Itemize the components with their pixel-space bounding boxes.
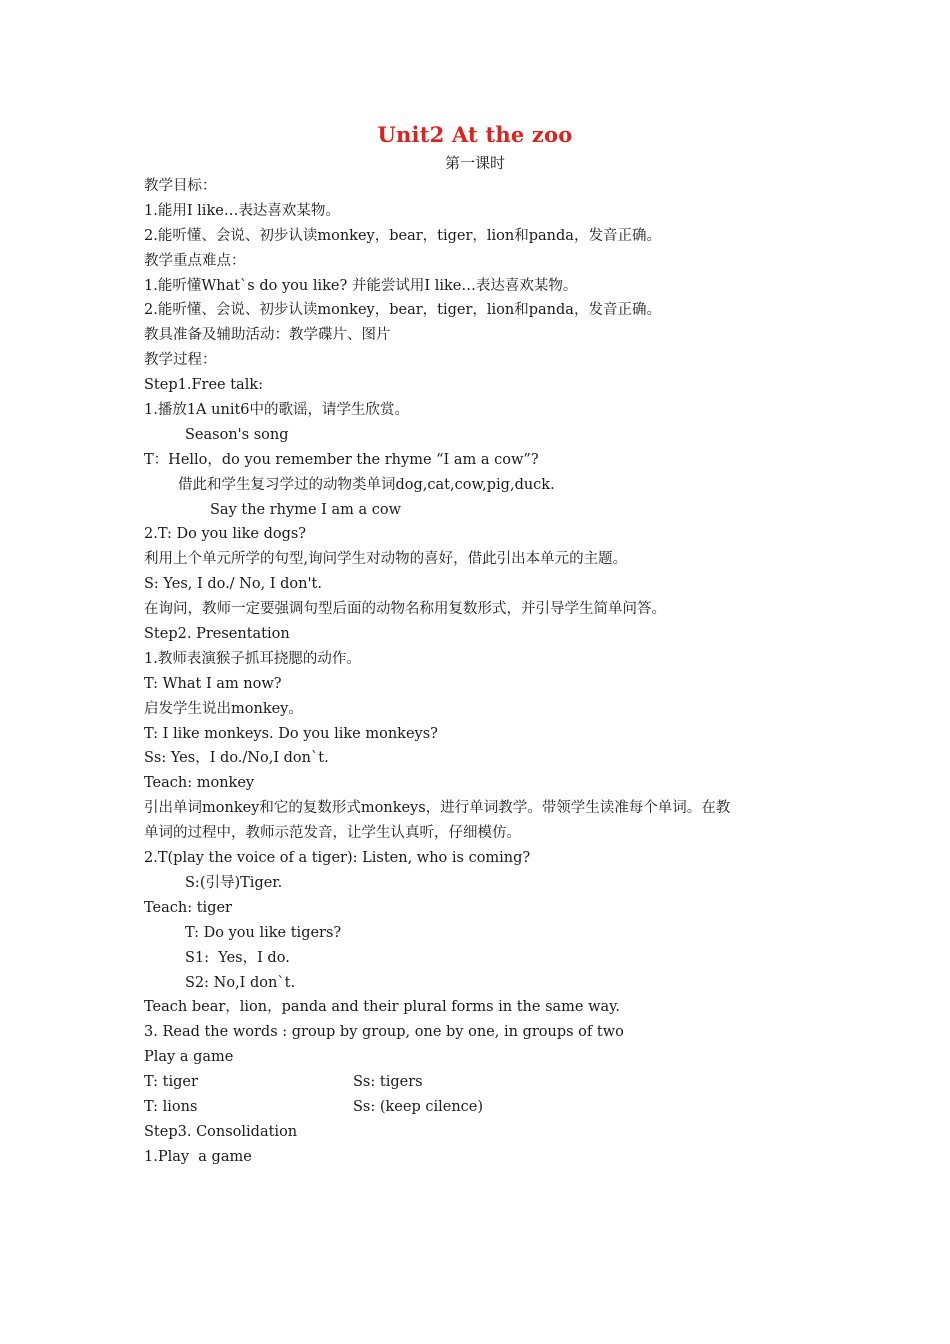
text-line: 3. Read the words : group by group, one by one, in groups of two	[144, 1024, 624, 1041]
section-heading-process: 教学过程：	[144, 352, 217, 369]
section-heading-key-points: 教学重点难点：	[144, 252, 246, 269]
step-heading: Step3. Consolidation	[144, 1123, 298, 1140]
text-line: 1.播放1A unit6中的歌谣，请学生欣赏。	[144, 402, 410, 419]
text-line: 借此和学生复习学过的动物类单词dog,cat,cow,pig,duck.	[178, 476, 555, 493]
text-line: Say the rhyme I am a cow	[210, 501, 401, 518]
game-row	[144, 1095, 814, 1120]
teacher-cue: T: tiger	[144, 1074, 198, 1091]
text-line: Teach bear，lion，panda and their plural forms in the same way.	[144, 999, 621, 1016]
text-line: Teach: monkey	[144, 775, 255, 792]
text-line: 在询问，教师一定要强调句型后面的动物名称用复数形式，并引导学生简单问答。	[144, 601, 666, 618]
text-line: 2.能听懂、会说、初步认读monkey，bear，tiger，lion和panda，发音正确。	[144, 227, 661, 244]
text-line: 2.T(play the voice of a tiger): Listen, who is coming?	[144, 850, 531, 867]
text-line: T: I like monkeys. Do you like monkeys?	[144, 725, 438, 742]
document-subtitle: 第一课时	[444, 154, 505, 172]
text-line: T：Hello，do you remember the rhyme “I am a cow”?	[144, 451, 539, 468]
game-row	[144, 1070, 814, 1095]
text-line: 引出单词monkey和它的复数形式monkeys，进行单词教学。带领学生读准每个单词。在教	[144, 800, 731, 817]
text-line: 1.Play a game	[144, 1148, 252, 1165]
lesson-plan-body	[144, 174, 814, 1170]
text-line: 单词的过程中，教师示范发音，让学生认真听，仔细模仿。	[144, 825, 521, 842]
text-line: Ss: Yes，I do./No,I don`t.	[144, 750, 329, 767]
students-response: Ss: (keep cilence)	[353, 1098, 484, 1115]
text-line: 利用上个单元所学的句型,询问学生对动物的喜好，借此引出本单元的主题。	[144, 551, 628, 568]
text-line: 启发学生说出monkey。	[144, 700, 303, 717]
text-line: S: Yes, I do./ No, I don't.	[144, 576, 322, 593]
teacher-cue: T: lions	[144, 1098, 198, 1115]
step-heading: Step2. Presentation	[144, 626, 290, 643]
text-line: S1: Yes，I do.	[185, 949, 290, 966]
text-line: 2.能听懂、会说、初步认读monkey，bear，tiger，lion和panda，发音正确。	[144, 302, 661, 319]
text-line: Play a game	[144, 1049, 234, 1066]
text-line: Season's song	[185, 426, 289, 443]
text-line: 1.能听懂What`s do you like? 并能尝试用I like…表达喜欢某物。	[144, 277, 578, 294]
text-line: 2.T: Do you like dogs?	[144, 526, 307, 543]
text-line: T: Do you like tigers?	[185, 924, 342, 941]
students-response: Ss: tigers	[353, 1074, 423, 1091]
text-line: 1.教师表演猴子抓耳挠腮的动作。	[144, 650, 361, 667]
section-heading-objectives: 教学目标：	[144, 178, 217, 194]
section-heading-materials: 教具准备及辅助活动：教学碟片、图片	[144, 327, 391, 344]
text-line: S2: No,I don`t.	[185, 974, 296, 991]
text-line: T: What I am now?	[144, 675, 282, 692]
text-line: 1.能用I like…表达喜欢某物。	[144, 202, 340, 219]
text-line: Teach: tiger	[144, 899, 232, 916]
document-title: Unit2 At the zoo	[377, 122, 573, 147]
text-line: S:(引导)Tiger.	[185, 874, 283, 891]
step-heading: Step1.Free talk:	[144, 377, 264, 394]
